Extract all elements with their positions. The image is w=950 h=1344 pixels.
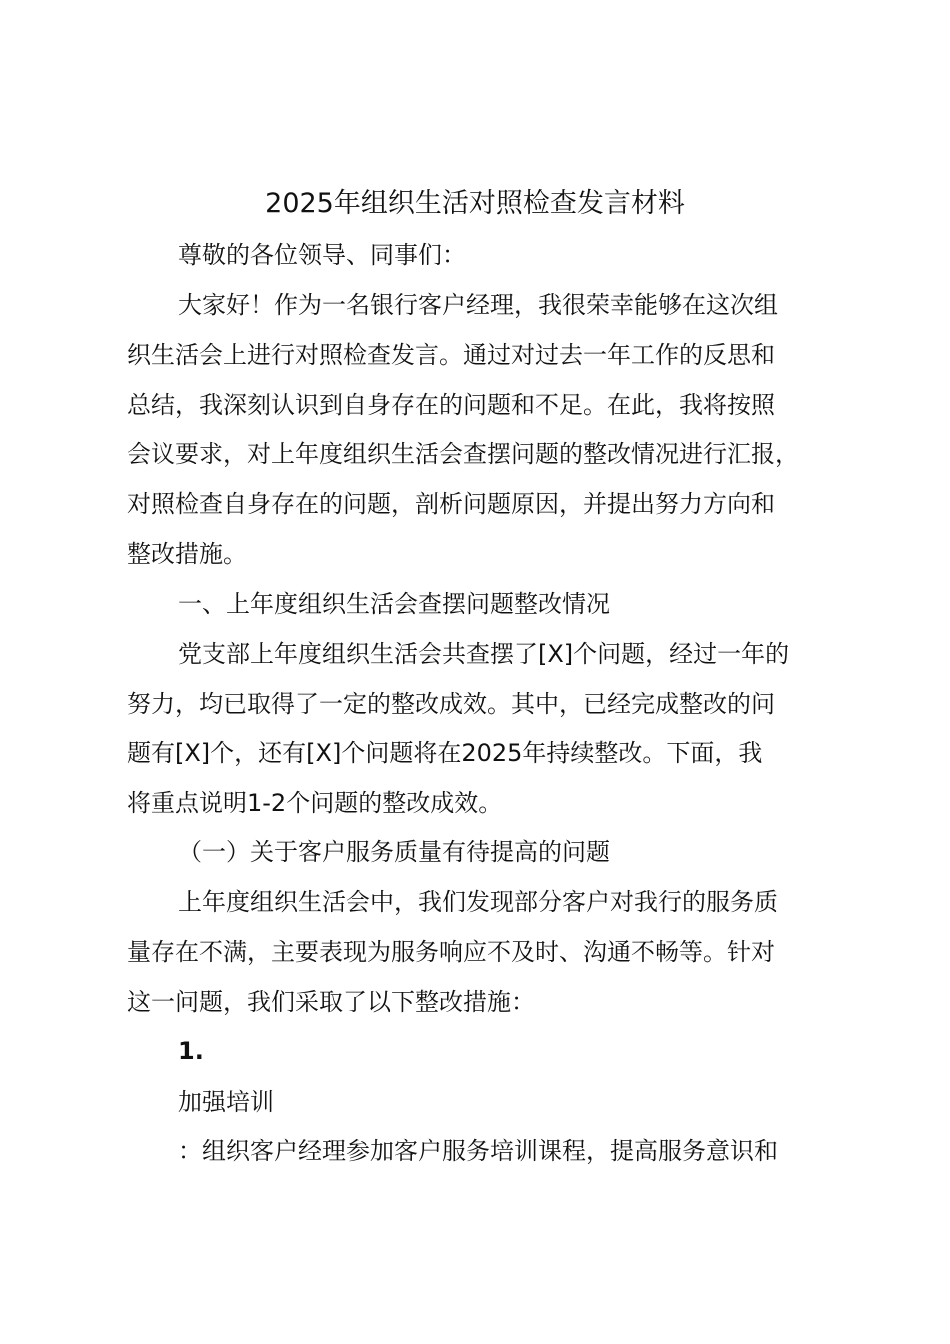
subsection-heading: （一）关于客户服务质量有待提高的问题: [178, 838, 610, 866]
section-body-line: 努力，均已取得了一定的整改成效。其中，已经完成整改的问: [127, 690, 775, 718]
intro-line: 对照检查自身存在的问题，剖析问题原因，并提出努力方向和: [127, 490, 775, 518]
intro-line: 织生活会上进行对照检查发言。通过对过去一年工作的反思和: [127, 341, 775, 369]
subsection-body-line: 量存在不满，主要表现为服务响应不及时、沟通不畅等。针对: [127, 938, 775, 966]
intro-line: 整改措施。: [127, 540, 247, 568]
item-title: 加强培训: [178, 1088, 274, 1116]
section-heading: 一、上年度组织生活会查摆问题整改情况: [178, 590, 610, 618]
section-body-line: 将重点说明1-2个问题的整改成效。: [127, 789, 503, 817]
subsection-body-line: 上年度组织生活会中，我们发现部分客户对我行的服务质: [178, 888, 778, 916]
item-text: ：组织客户经理参加客户服务培训课程，提高服务意识和: [178, 1137, 778, 1165]
intro-line: 总结，我深刻认识到自身存在的问题和不足。在此，我将按照: [127, 391, 775, 419]
section-body-line: 党支部上年度组织生活会共查摆了[X]个问题，经过一年的: [178, 640, 790, 668]
section-body-line: 题有[X]个，还有[X]个问题将在2025年持续整改。下面，我: [127, 739, 763, 767]
subsection-body-line: 这一问题，我们采取了以下整改措施：: [127, 988, 535, 1016]
salutation: 尊敬的各位领导、同事们：: [178, 241, 466, 269]
intro-line: 大家好！作为一名银行客户经理，我很荣幸能够在这次组: [178, 291, 778, 319]
intro-line: 会议要求，对上年度组织生活会查摆问题的整改情况进行汇报，: [127, 440, 799, 468]
document-title: 2025年组织生活对照检查发言材料: [265, 188, 685, 219]
item-number: 1.: [178, 1037, 204, 1065]
